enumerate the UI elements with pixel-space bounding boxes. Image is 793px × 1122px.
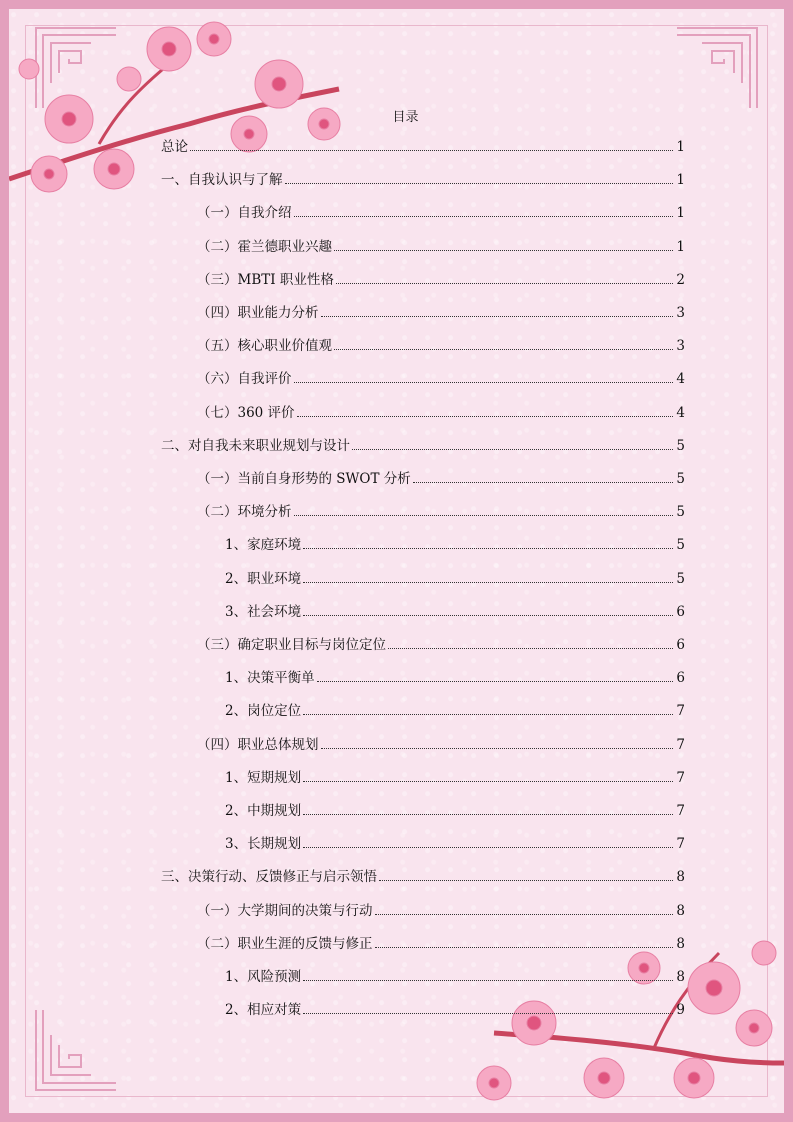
toc-entry-page-number: 3 bbox=[676, 305, 685, 321]
toc-entry-label: （四）职业总体规划 bbox=[197, 736, 319, 753]
toc-entry-label: （二）职业生涯的反馈与修正 bbox=[197, 935, 373, 952]
toc-entry-page-number: 2 bbox=[676, 271, 685, 288]
toc-entry[interactable] bbox=[197, 266, 685, 288]
toc-entry-label: （二）霍兰德职业兴趣 bbox=[197, 238, 332, 255]
toc-entry-label: 1、风险预测 bbox=[225, 969, 302, 985]
toc-entry[interactable] bbox=[225, 531, 685, 553]
toc-entry[interactable] bbox=[197, 365, 685, 387]
toc-entry-label: 2、职业环境 bbox=[225, 570, 302, 587]
dot-leader bbox=[336, 283, 674, 284]
toc-entry-page-number: 9 bbox=[676, 1002, 685, 1019]
toc-entry[interactable] bbox=[225, 963, 685, 985]
toc-entry[interactable] bbox=[225, 996, 685, 1018]
toc-entry[interactable] bbox=[161, 863, 685, 885]
toc-entry-page-number: 7 bbox=[676, 736, 685, 753]
dot-leader bbox=[321, 748, 674, 749]
toc-entry-page-number: 7 bbox=[676, 703, 685, 720]
toc-entry-label: 1、家庭环境 bbox=[225, 537, 302, 554]
toc-entry-label: （三）确定职业目标与岗位定位 bbox=[197, 637, 386, 653]
dot-leader bbox=[334, 349, 673, 350]
toc-entry-label: （五）核心职业价值观 bbox=[197, 338, 332, 355]
toc-entry-label: （三）MBTI 职业性格 bbox=[197, 271, 334, 288]
toc-entry[interactable] bbox=[225, 565, 685, 587]
toc-entry-page-number: 1 bbox=[676, 205, 685, 222]
toc-entry-page-number: 5 bbox=[676, 504, 685, 521]
dot-leader bbox=[303, 548, 673, 549]
dot-leader bbox=[375, 914, 674, 915]
dot-leader bbox=[303, 1013, 673, 1014]
dot-leader bbox=[297, 416, 674, 417]
toc-entry-page-number: 7 bbox=[676, 803, 685, 819]
toc-entry-page-number: 3 bbox=[676, 338, 685, 355]
toc-entry-page-number: 6 bbox=[676, 670, 685, 687]
toc-entry[interactable] bbox=[225, 764, 685, 786]
toc-entry-label: 3、长期规划 bbox=[225, 836, 302, 853]
toc-entry-page-number: 7 bbox=[676, 836, 685, 853]
toc-entry-page-number: 8 bbox=[676, 902, 685, 919]
toc-entry-label: （四）职业能力分析 bbox=[197, 305, 319, 321]
dot-leader bbox=[303, 980, 673, 981]
dot-leader bbox=[303, 814, 673, 815]
toc-entry-page-number: 6 bbox=[676, 603, 685, 620]
toc-entry-page-number: 5 bbox=[676, 471, 685, 487]
toc-entry[interactable] bbox=[225, 830, 685, 852]
toc-entry-label: 总论 bbox=[161, 139, 188, 155]
toc-entry-label: 2、岗位定位 bbox=[225, 703, 302, 720]
corner-ornament-top-right bbox=[672, 23, 762, 113]
toc-entry[interactable] bbox=[161, 432, 685, 454]
toc-entry-label: 3、社会环境 bbox=[225, 603, 302, 620]
dot-leader bbox=[303, 847, 673, 848]
toc-title: 目录 bbox=[392, 110, 419, 125]
dot-leader bbox=[285, 183, 674, 184]
toc-entry-page-number: 1 bbox=[676, 172, 685, 189]
toc-entry-page-number: 8 bbox=[676, 969, 685, 985]
toc-entry-page-number: 7 bbox=[676, 769, 685, 786]
toc-entry[interactable] bbox=[197, 498, 685, 520]
toc-entry[interactable] bbox=[197, 731, 685, 753]
dot-leader bbox=[303, 615, 673, 616]
dot-leader bbox=[388, 648, 673, 649]
toc-entry[interactable] bbox=[197, 930, 685, 952]
toc-entry-label: （七）360 评价 bbox=[197, 404, 295, 421]
toc-entry[interactable] bbox=[225, 664, 685, 686]
toc-entry-label: 一、自我认识与了解 bbox=[161, 172, 283, 189]
toc-entry-page-number: 5 bbox=[676, 570, 685, 587]
toc-entry-label: 1、短期规划 bbox=[225, 769, 302, 786]
toc-entry[interactable] bbox=[225, 697, 685, 719]
toc-entry-page-number: 5 bbox=[676, 537, 685, 554]
dot-leader bbox=[303, 582, 673, 583]
toc-entry-label: 2、相应对策 bbox=[225, 1002, 302, 1019]
toc-entry-page-number: 4 bbox=[676, 404, 685, 421]
toc-entry[interactable] bbox=[197, 465, 685, 487]
toc-entry-label: （一）自我介绍 bbox=[197, 205, 292, 222]
toc-entry-page-number: 5 bbox=[676, 437, 685, 454]
toc-entry[interactable] bbox=[197, 399, 685, 421]
dot-leader bbox=[294, 382, 674, 383]
dot-leader bbox=[294, 515, 674, 516]
toc-entry-label: 2、中期规划 bbox=[225, 803, 302, 819]
toc-entry[interactable] bbox=[225, 797, 685, 819]
toc-entry-page-number: 1 bbox=[676, 139, 685, 155]
toc-entry-page-number: 1 bbox=[676, 238, 685, 255]
toc-entry-page-number: 8 bbox=[676, 935, 685, 952]
dot-leader bbox=[413, 482, 674, 483]
toc-entry[interactable] bbox=[197, 233, 685, 255]
toc-entry[interactable] bbox=[197, 199, 685, 221]
dot-leader bbox=[317, 681, 674, 682]
toc-entry-label: 二、对自我未来职业规划与设计 bbox=[161, 437, 350, 454]
toc-entry[interactable] bbox=[161, 166, 685, 188]
toc-entry-page-number: 4 bbox=[676, 371, 685, 388]
dot-leader bbox=[334, 250, 673, 251]
toc-entry-label: （一）当前自身形势的 SWOT 分析 bbox=[197, 471, 411, 487]
toc-entry[interactable] bbox=[197, 299, 685, 321]
dot-leader bbox=[303, 714, 673, 715]
toc-entry[interactable] bbox=[197, 897, 685, 919]
corner-ornament-bottom-left bbox=[31, 1005, 121, 1095]
toc-entry[interactable] bbox=[225, 598, 685, 620]
toc-entry-label: 1、决策平衡单 bbox=[225, 670, 315, 687]
dot-leader bbox=[375, 947, 674, 948]
toc-entry-label: 三、决策行动、反馈修正与启示领悟 bbox=[161, 869, 377, 886]
toc-entry-label: （二）环境分析 bbox=[197, 504, 292, 521]
toc-entry[interactable] bbox=[161, 133, 685, 155]
dot-leader bbox=[294, 216, 674, 217]
dot-leader bbox=[190, 150, 673, 151]
toc-entry-page-number: 8 bbox=[676, 869, 685, 886]
toc-entry-label: （一）大学期间的决策与行动 bbox=[197, 902, 373, 919]
toc-entry[interactable] bbox=[197, 332, 685, 354]
dot-leader bbox=[379, 880, 673, 881]
toc-entry[interactable] bbox=[197, 631, 685, 653]
toc-entry-label: （六）自我评价 bbox=[197, 371, 292, 388]
dot-leader bbox=[321, 316, 674, 317]
dot-leader bbox=[352, 449, 673, 450]
dot-leader bbox=[303, 781, 673, 782]
toc-entry-page-number: 6 bbox=[676, 637, 685, 653]
